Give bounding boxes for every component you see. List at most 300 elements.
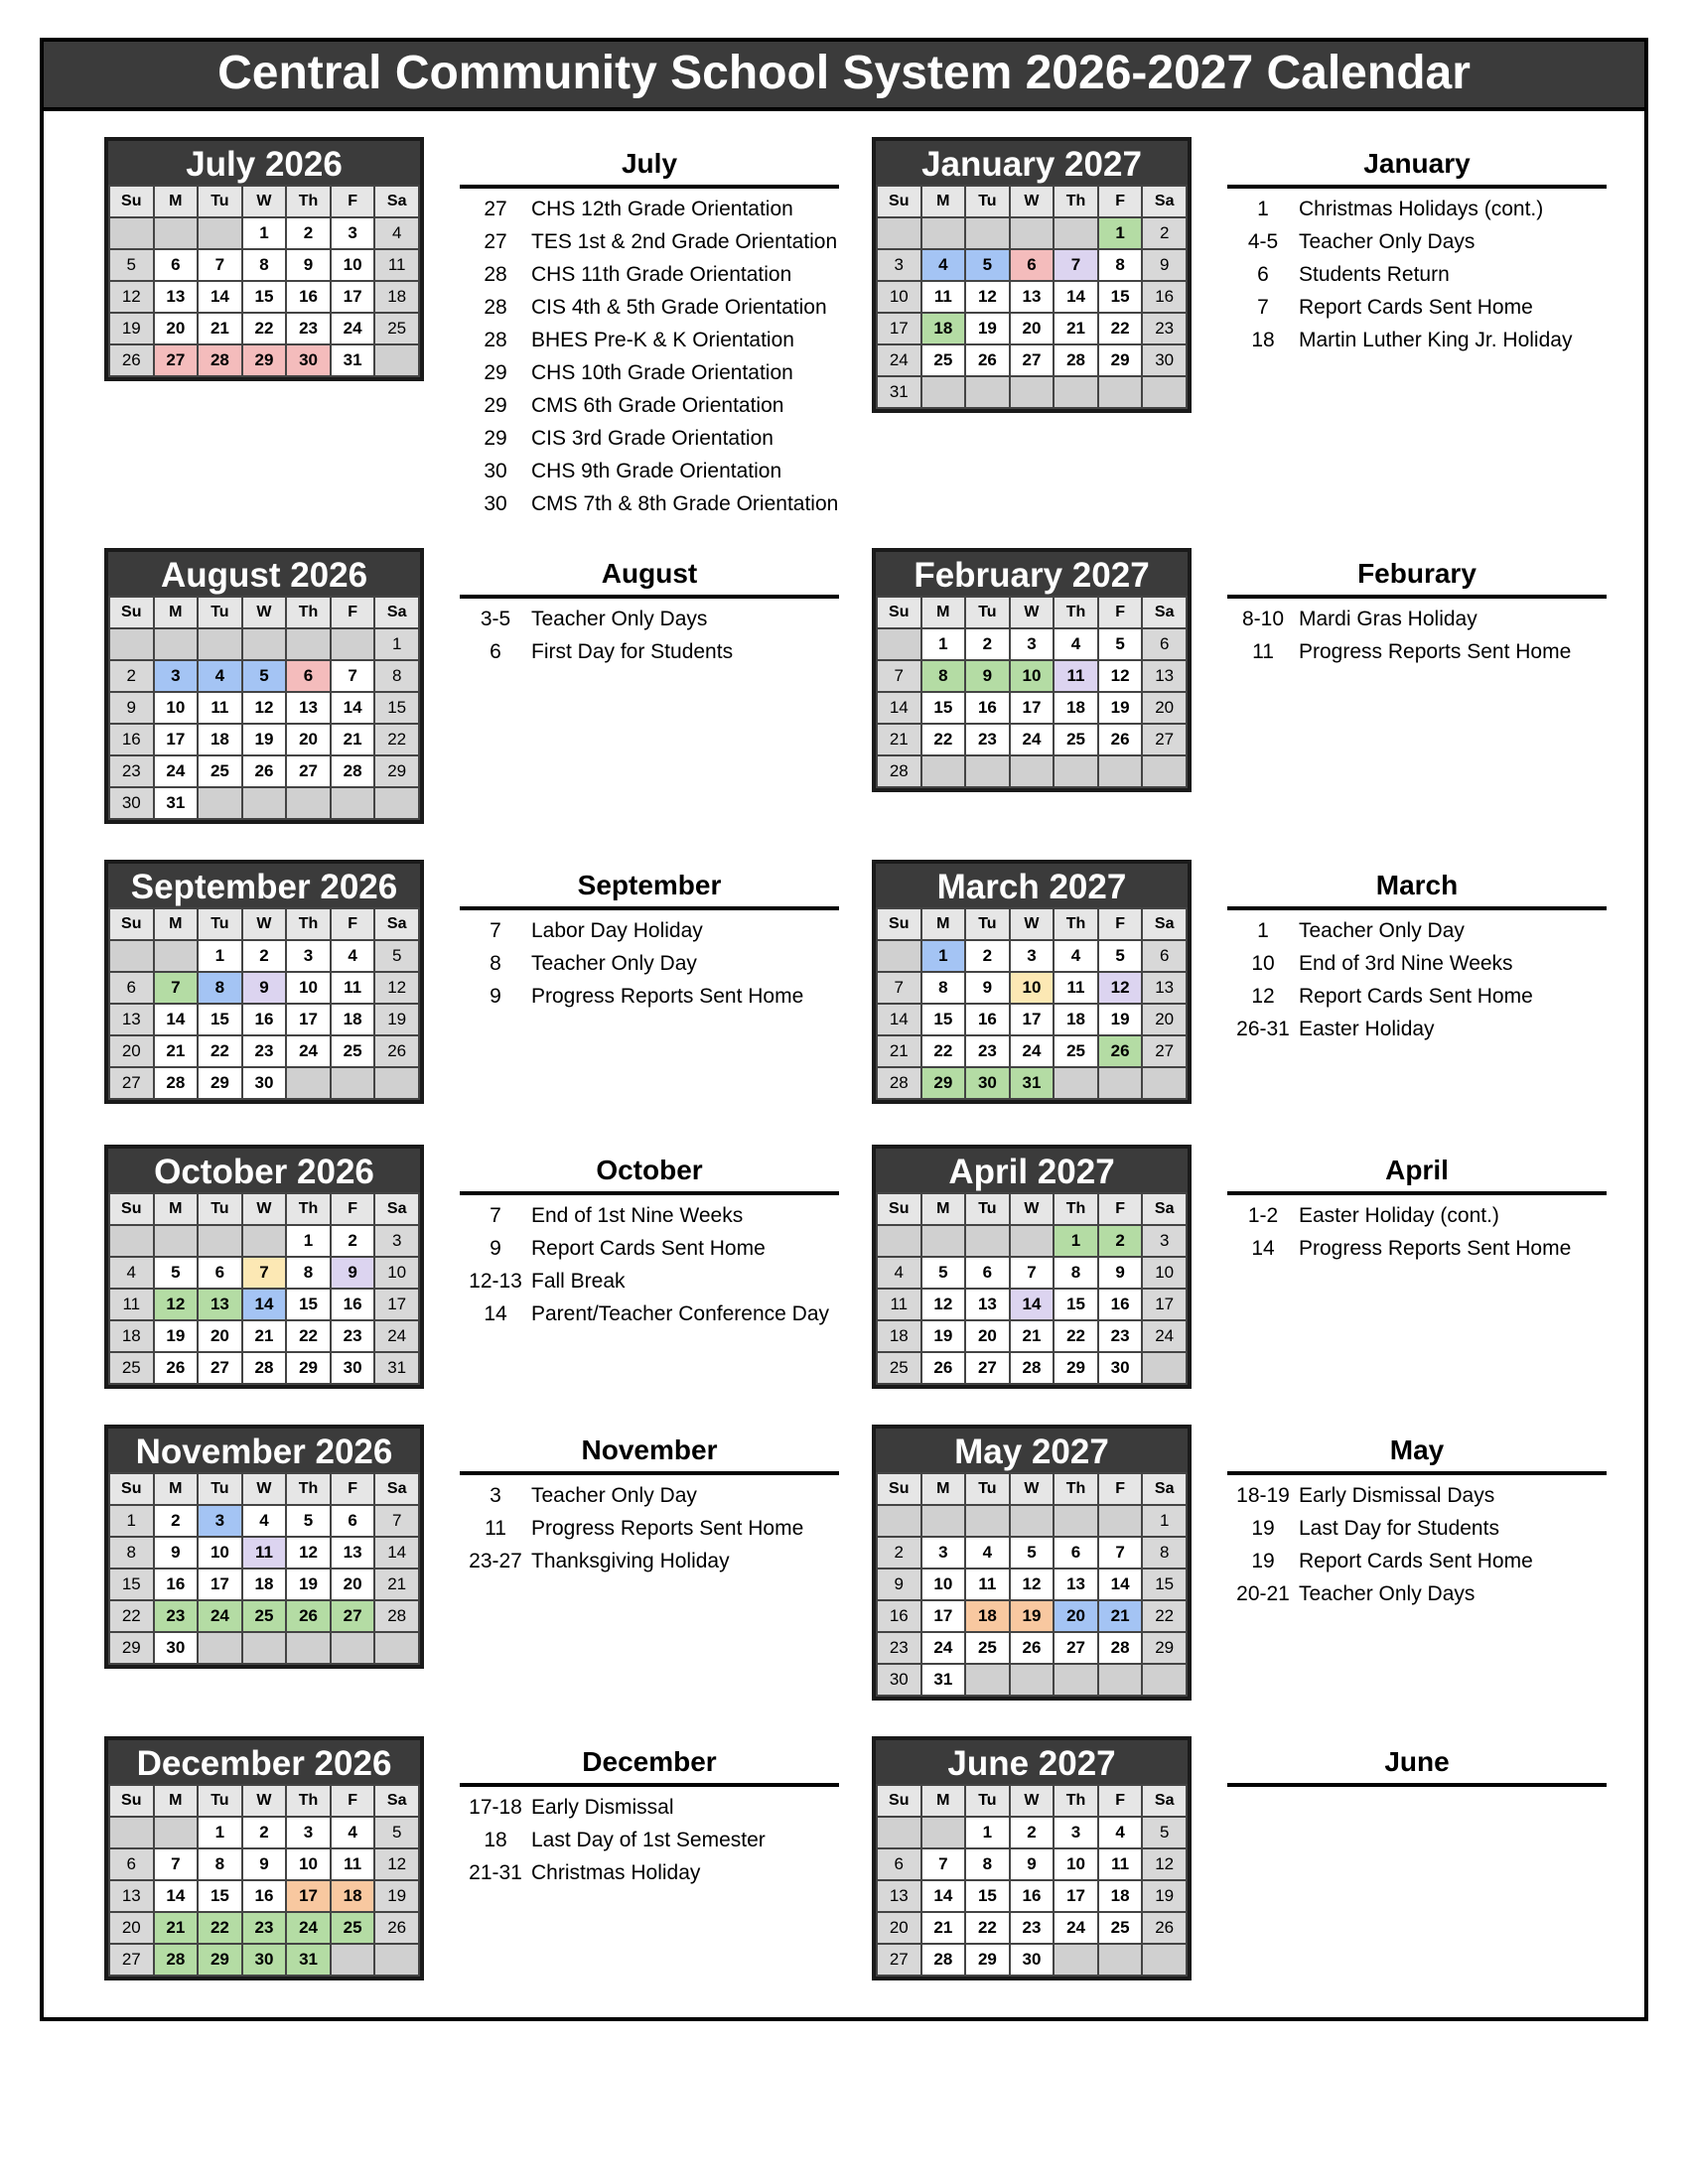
weekday-header: Tu	[965, 1785, 1010, 1817]
event-list	[1227, 1152, 1607, 1265]
day-cell: 15	[1054, 1289, 1098, 1320]
day-cell: 27	[1054, 1632, 1098, 1664]
month-calendar	[872, 860, 1192, 1104]
day-cell: 1	[1054, 1225, 1098, 1257]
weekday-header: Th	[286, 1473, 331, 1505]
day-cell: 19	[109, 313, 154, 344]
day-cell: 30	[965, 1067, 1010, 1099]
day-cell: 22	[242, 313, 287, 344]
empty-day-cell	[109, 628, 154, 660]
day-cell: 19	[1142, 1880, 1187, 1912]
day-cell: 15	[1098, 281, 1143, 313]
weekday-header: Th	[1054, 1785, 1098, 1817]
day-cell: 8	[198, 1848, 242, 1880]
weekday-header: Sa	[1142, 1193, 1187, 1225]
empty-day-cell	[1054, 376, 1098, 408]
day-cell: 28	[1098, 1632, 1143, 1664]
weekday-header: Sa	[374, 186, 419, 217]
day-cell: 25	[921, 344, 966, 376]
weekday-header: Su	[109, 908, 154, 940]
day-cell: 13	[1142, 660, 1187, 692]
event-description: Progress Reports Sent Home	[1299, 639, 1572, 663]
event-description: Teacher Only Days	[531, 607, 708, 630]
event-row	[460, 1824, 839, 1856]
day-cell: 11	[921, 281, 966, 313]
day-cell: 11	[965, 1569, 1010, 1600]
day-cell: 3	[877, 249, 921, 281]
day-cell: 4	[1054, 940, 1098, 972]
empty-day-cell	[242, 628, 287, 660]
day-cell: 22	[1142, 1600, 1187, 1632]
weekday-header: W	[242, 908, 287, 940]
day-cell: 12	[374, 1848, 419, 1880]
event-description: Teacher Only Day	[1299, 918, 1465, 942]
event-description: CHS 10th Grade Orientation	[531, 360, 793, 384]
event-month-heading: Feburary	[1227, 555, 1607, 599]
event-description: Last Day for Students	[1299, 1516, 1499, 1540]
day-cell: 14	[921, 1880, 966, 1912]
day-cell: 19	[1010, 1600, 1055, 1632]
event-row	[1227, 324, 1607, 356]
day-cell: 24	[286, 1035, 331, 1067]
day-cell: 23	[1010, 1912, 1055, 1944]
day-cell: 18	[374, 281, 419, 313]
month-title: September 2026	[108, 864, 420, 907]
weekday-header: Tu	[965, 1473, 1010, 1505]
empty-day-cell	[921, 376, 966, 408]
empty-day-cell	[198, 1225, 242, 1257]
day-cell: 2	[1098, 1225, 1143, 1257]
day-cell: 4	[331, 940, 375, 972]
weekday-header: M	[154, 597, 199, 628]
day-cell: 31	[877, 376, 921, 408]
event-description: CHS 9th Grade Orientation	[531, 459, 782, 482]
month-title: February 2027	[876, 552, 1188, 596]
event-row	[1227, 1577, 1607, 1610]
weekday-header: W	[242, 186, 287, 217]
weekday-header: F	[1098, 1193, 1143, 1225]
weekday-header: Sa	[1142, 186, 1187, 217]
empty-day-cell	[877, 940, 921, 972]
month-calendar	[872, 1425, 1192, 1701]
day-cell: 22	[1054, 1320, 1098, 1352]
event-date: 28	[484, 295, 507, 319]
day-cell: 4	[374, 217, 419, 249]
weekday-header: Tu	[198, 1473, 242, 1505]
day-cell: 10	[1142, 1257, 1187, 1289]
event-date: 9	[490, 1236, 501, 1260]
day-cell: 9	[1010, 1848, 1055, 1880]
day-cell: 17	[921, 1600, 966, 1632]
weekday-header: Tu	[965, 186, 1010, 217]
event-description: Teacher Only Day	[531, 951, 697, 975]
empty-day-cell	[965, 376, 1010, 408]
empty-day-cell	[109, 1817, 154, 1848]
day-cell: 17	[286, 1004, 331, 1035]
day-cell: 1	[198, 940, 242, 972]
event-description: CIS 4th & 5th Grade Orientation	[531, 295, 827, 319]
day-cell: 20	[109, 1035, 154, 1067]
day-cell: 28	[331, 755, 375, 787]
day-cell: 27	[109, 1944, 154, 1976]
event-date: 6	[1257, 262, 1269, 286]
month-title: November 2026	[108, 1429, 420, 1472]
day-cell: 23	[877, 1632, 921, 1664]
day-cell: 9	[1142, 249, 1187, 281]
event-description: Teacher Only Days	[1299, 1581, 1476, 1605]
day-cell: 16	[965, 1004, 1010, 1035]
day-cell: 23	[965, 1035, 1010, 1067]
weekday-header: F	[331, 186, 375, 217]
day-cell: 17	[877, 313, 921, 344]
weekday-header: M	[154, 908, 199, 940]
weekday-header: W	[1010, 1473, 1055, 1505]
event-description: Mardi Gras Holiday	[1299, 607, 1477, 630]
weekday-header: Su	[109, 597, 154, 628]
event-description: End of 1st Nine Weeks	[531, 1203, 744, 1227]
event-list	[1227, 1432, 1607, 1610]
day-cell: 9	[965, 660, 1010, 692]
day-cell: 5	[921, 1257, 966, 1289]
empty-day-cell	[242, 1225, 287, 1257]
event-row	[1227, 1232, 1607, 1265]
empty-day-cell	[921, 1505, 966, 1537]
day-cell: 13	[877, 1880, 921, 1912]
day-cell: 22	[1098, 313, 1143, 344]
event-month-heading: April	[1227, 1152, 1607, 1195]
day-cell: 25	[1054, 724, 1098, 755]
event-description: Parent/Teacher Conference Day	[531, 1301, 829, 1325]
event-row	[1227, 914, 1607, 947]
day-cell: 26	[921, 1352, 966, 1384]
day-cell: 18	[242, 1569, 287, 1600]
day-cell: 30	[154, 1632, 199, 1664]
day-cell: 7	[154, 972, 199, 1004]
day-cell: 10	[331, 249, 375, 281]
day-cell: 28	[198, 344, 242, 376]
day-cell: 12	[1142, 1848, 1187, 1880]
weekday-header: M	[154, 186, 199, 217]
month-calendar	[104, 1145, 424, 1389]
day-cell: 20	[154, 313, 199, 344]
day-cell: 14	[331, 692, 375, 724]
weekday-header: Sa	[374, 1473, 419, 1505]
day-cell: 24	[198, 1600, 242, 1632]
weekday-header: M	[921, 1193, 966, 1225]
event-date: 1	[1257, 197, 1269, 220]
day-cell: 16	[331, 1289, 375, 1320]
day-cell: 19	[286, 1569, 331, 1600]
day-cell: 29	[286, 1352, 331, 1384]
day-cell: 21	[921, 1912, 966, 1944]
day-cell: 24	[286, 1912, 331, 1944]
event-row	[1227, 947, 1607, 980]
day-cell: 14	[877, 692, 921, 724]
event-date: 7	[490, 918, 501, 942]
event-description: CMS 6th Grade Orientation	[531, 393, 784, 417]
day-cell: 19	[965, 313, 1010, 344]
day-cell: 1	[921, 628, 966, 660]
event-date: 23-27	[469, 1549, 522, 1572]
empty-day-cell	[1010, 755, 1055, 787]
day-cell: 19	[154, 1320, 199, 1352]
weekday-header: W	[1010, 1785, 1055, 1817]
day-cell: 7	[921, 1848, 966, 1880]
event-date: 1-2	[1247, 1203, 1279, 1227]
day-cell: 9	[1098, 1257, 1143, 1289]
day-cell: 11	[331, 972, 375, 1004]
day-cell: 5	[374, 1817, 419, 1848]
day-cell: 24	[154, 755, 199, 787]
day-cell: 1	[965, 1817, 1010, 1848]
weekday-header: M	[921, 186, 966, 217]
weekday-header: F	[1098, 186, 1143, 217]
day-cell: 28	[154, 1067, 199, 1099]
day-cell: 4	[877, 1257, 921, 1289]
weekday-header: F	[331, 1193, 375, 1225]
day-cell: 9	[242, 972, 287, 1004]
day-cell: 27	[1142, 1035, 1187, 1067]
event-list	[1227, 867, 1607, 1045]
day-cell: 3	[331, 217, 375, 249]
day-cell: 22	[921, 1035, 966, 1067]
day-cell: 14	[154, 1004, 199, 1035]
day-cell: 10	[877, 281, 921, 313]
day-cell: 1	[198, 1817, 242, 1848]
event-row	[460, 1791, 839, 1824]
weekday-header: W	[1010, 186, 1055, 217]
event-description: Teacher Only Day	[531, 1483, 697, 1507]
event-row	[460, 947, 839, 980]
event-description: First Day for Students	[531, 639, 734, 663]
day-cell: 19	[1098, 1004, 1143, 1035]
day-cell: 6	[154, 249, 199, 281]
day-cell: 28	[1054, 344, 1098, 376]
day-cell: 16	[109, 724, 154, 755]
event-description: Progress Reports Sent Home	[531, 984, 804, 1008]
month-calendar	[104, 860, 424, 1104]
day-cell: 6	[1010, 249, 1055, 281]
day-cell: 7	[1054, 249, 1098, 281]
weekday-header: W	[1010, 1193, 1055, 1225]
event-description: Students Return	[1299, 262, 1450, 286]
day-cell: 17	[198, 1569, 242, 1600]
day-cell: 2	[877, 1537, 921, 1569]
day-cell: 22	[374, 724, 419, 755]
day-cell: 30	[877, 1664, 921, 1696]
day-cell: 6	[109, 1848, 154, 1880]
day-cell: 5	[286, 1505, 331, 1537]
event-description: Teacher Only Days	[1299, 229, 1476, 253]
event-description: End of 3rd Nine Weeks	[1299, 951, 1513, 975]
day-cell: 11	[374, 249, 419, 281]
day-cell: 14	[374, 1537, 419, 1569]
day-cell: 21	[1010, 1320, 1055, 1352]
day-cell: 21	[374, 1569, 419, 1600]
day-cell: 18	[921, 313, 966, 344]
day-cell: 21	[198, 313, 242, 344]
day-cell: 1	[109, 1505, 154, 1537]
empty-day-cell	[1054, 217, 1098, 249]
day-cell: 29	[921, 1067, 966, 1099]
empty-day-cell	[1098, 755, 1143, 787]
empty-day-cell	[374, 1067, 419, 1099]
event-description: Report Cards Sent Home	[1299, 295, 1533, 319]
day-cell: 21	[877, 1035, 921, 1067]
day-cell: 17	[374, 1289, 419, 1320]
event-description: Easter Holiday (cont.)	[1299, 1203, 1499, 1227]
day-cell: 11	[1054, 660, 1098, 692]
event-description: CHS 11th Grade Orientation	[531, 262, 792, 286]
day-cell: 12	[286, 1537, 331, 1569]
event-row	[1227, 1512, 1607, 1545]
day-cell: 9	[331, 1257, 375, 1289]
day-cell: 17	[1010, 692, 1055, 724]
day-cell: 30	[1142, 344, 1187, 376]
day-cell: 30	[1098, 1352, 1143, 1384]
event-row	[1227, 603, 1607, 635]
empty-day-cell	[286, 628, 331, 660]
day-cell: 26	[965, 344, 1010, 376]
day-cell: 2	[965, 940, 1010, 972]
day-cell: 18	[198, 724, 242, 755]
event-description: CMS 7th & 8th Grade Orientation	[531, 491, 839, 515]
weekday-header: M	[921, 597, 966, 628]
event-row	[1227, 635, 1607, 668]
day-cell: 7	[374, 1505, 419, 1537]
weekday-header: Sa	[374, 908, 419, 940]
weekday-header: W	[1010, 597, 1055, 628]
weekday-header: F	[331, 1473, 375, 1505]
weekday-header: Th	[286, 1193, 331, 1225]
day-cell: 14	[877, 1004, 921, 1035]
day-cell: 16	[154, 1569, 199, 1600]
weekday-header: Su	[877, 186, 921, 217]
day-cell: 8	[1054, 1257, 1098, 1289]
event-description: Easter Holiday	[1299, 1017, 1435, 1040]
day-cell: 10	[154, 692, 199, 724]
day-cell: 30	[242, 1067, 287, 1099]
empty-day-cell	[877, 628, 921, 660]
event-row	[460, 422, 839, 455]
page-title: Central Community School System 2026-2027 Calendar	[44, 42, 1644, 111]
day-cell: 20	[1142, 692, 1187, 724]
month-calendar	[104, 1736, 424, 1980]
empty-day-cell	[242, 1632, 287, 1664]
event-date: 9	[490, 984, 501, 1008]
empty-day-cell	[921, 1225, 966, 1257]
day-cell: 1	[242, 217, 287, 249]
day-cell: 25	[1054, 1035, 1098, 1067]
weekday-header: Th	[1054, 186, 1098, 217]
empty-day-cell	[109, 1225, 154, 1257]
day-cell: 7	[1010, 1257, 1055, 1289]
day-cell: 31	[921, 1664, 966, 1696]
day-cell: 24	[921, 1632, 966, 1664]
weekday-header: M	[154, 1785, 199, 1817]
event-row	[460, 1265, 839, 1297]
weekday-header: M	[921, 1785, 966, 1817]
event-month-heading: June	[1227, 1743, 1607, 1787]
event-date: 30	[484, 491, 507, 515]
day-cell: 10	[1010, 972, 1055, 1004]
day-cell: 7	[331, 660, 375, 692]
event-row	[460, 1232, 839, 1265]
day-cell: 24	[1010, 724, 1055, 755]
day-cell: 20	[198, 1320, 242, 1352]
empty-day-cell	[1054, 1664, 1098, 1696]
day-cell: 10	[921, 1569, 966, 1600]
event-date: 19	[1251, 1516, 1275, 1540]
day-cell: 24	[331, 313, 375, 344]
day-cell: 7	[877, 972, 921, 1004]
day-cell: 19	[1098, 692, 1143, 724]
event-list	[1227, 555, 1607, 668]
empty-day-cell	[1010, 1505, 1055, 1537]
empty-day-cell	[154, 628, 199, 660]
day-cell: 28	[877, 755, 921, 787]
day-cell: 22	[921, 724, 966, 755]
day-cell: 26	[1098, 1035, 1143, 1067]
weekday-header: F	[1098, 1473, 1143, 1505]
day-cell: 24	[1142, 1320, 1187, 1352]
empty-day-cell	[965, 1505, 1010, 1537]
month-calendar	[872, 137, 1192, 413]
event-row	[1227, 1013, 1607, 1045]
day-cell: 5	[1142, 1817, 1187, 1848]
day-cell: 26	[242, 755, 287, 787]
weekday-header: Su	[877, 1785, 921, 1817]
day-cell: 22	[198, 1912, 242, 1944]
day-cell: 14	[154, 1880, 199, 1912]
day-cell: 16	[242, 1880, 287, 1912]
weekday-header: Sa	[1142, 908, 1187, 940]
day-cell: 5	[154, 1257, 199, 1289]
day-cell: 11	[1098, 1848, 1143, 1880]
month-calendar	[872, 1145, 1192, 1389]
event-list	[460, 145, 839, 520]
day-cell: 13	[965, 1289, 1010, 1320]
event-description: CHS 12th Grade Orientation	[531, 197, 793, 220]
day-cell: 13	[1054, 1569, 1098, 1600]
day-cell: 18	[877, 1320, 921, 1352]
weekday-header: Tu	[965, 1193, 1010, 1225]
day-cell: 30	[286, 344, 331, 376]
day-cell: 2	[242, 1817, 287, 1848]
weekday-header: Su	[877, 597, 921, 628]
day-cell: 9	[877, 1569, 921, 1600]
day-cell: 7	[198, 249, 242, 281]
day-cell: 5	[109, 249, 154, 281]
empty-day-cell	[1098, 1505, 1143, 1537]
day-cell: 26	[374, 1035, 419, 1067]
day-cell: 1	[374, 628, 419, 660]
empty-day-cell	[877, 217, 921, 249]
day-cell: 20	[286, 724, 331, 755]
weekday-header: F	[1098, 597, 1143, 628]
empty-day-cell	[1010, 217, 1055, 249]
day-cell: 2	[1142, 217, 1187, 249]
day-cell: 21	[331, 724, 375, 755]
weekday-header: Th	[286, 1785, 331, 1817]
empty-day-cell	[1142, 376, 1187, 408]
day-cell: 1	[921, 940, 966, 972]
empty-day-cell	[198, 217, 242, 249]
empty-day-cell	[154, 940, 199, 972]
weekday-header: Su	[109, 1785, 154, 1817]
day-cell: 21	[154, 1035, 199, 1067]
day-cell: 8	[242, 249, 287, 281]
